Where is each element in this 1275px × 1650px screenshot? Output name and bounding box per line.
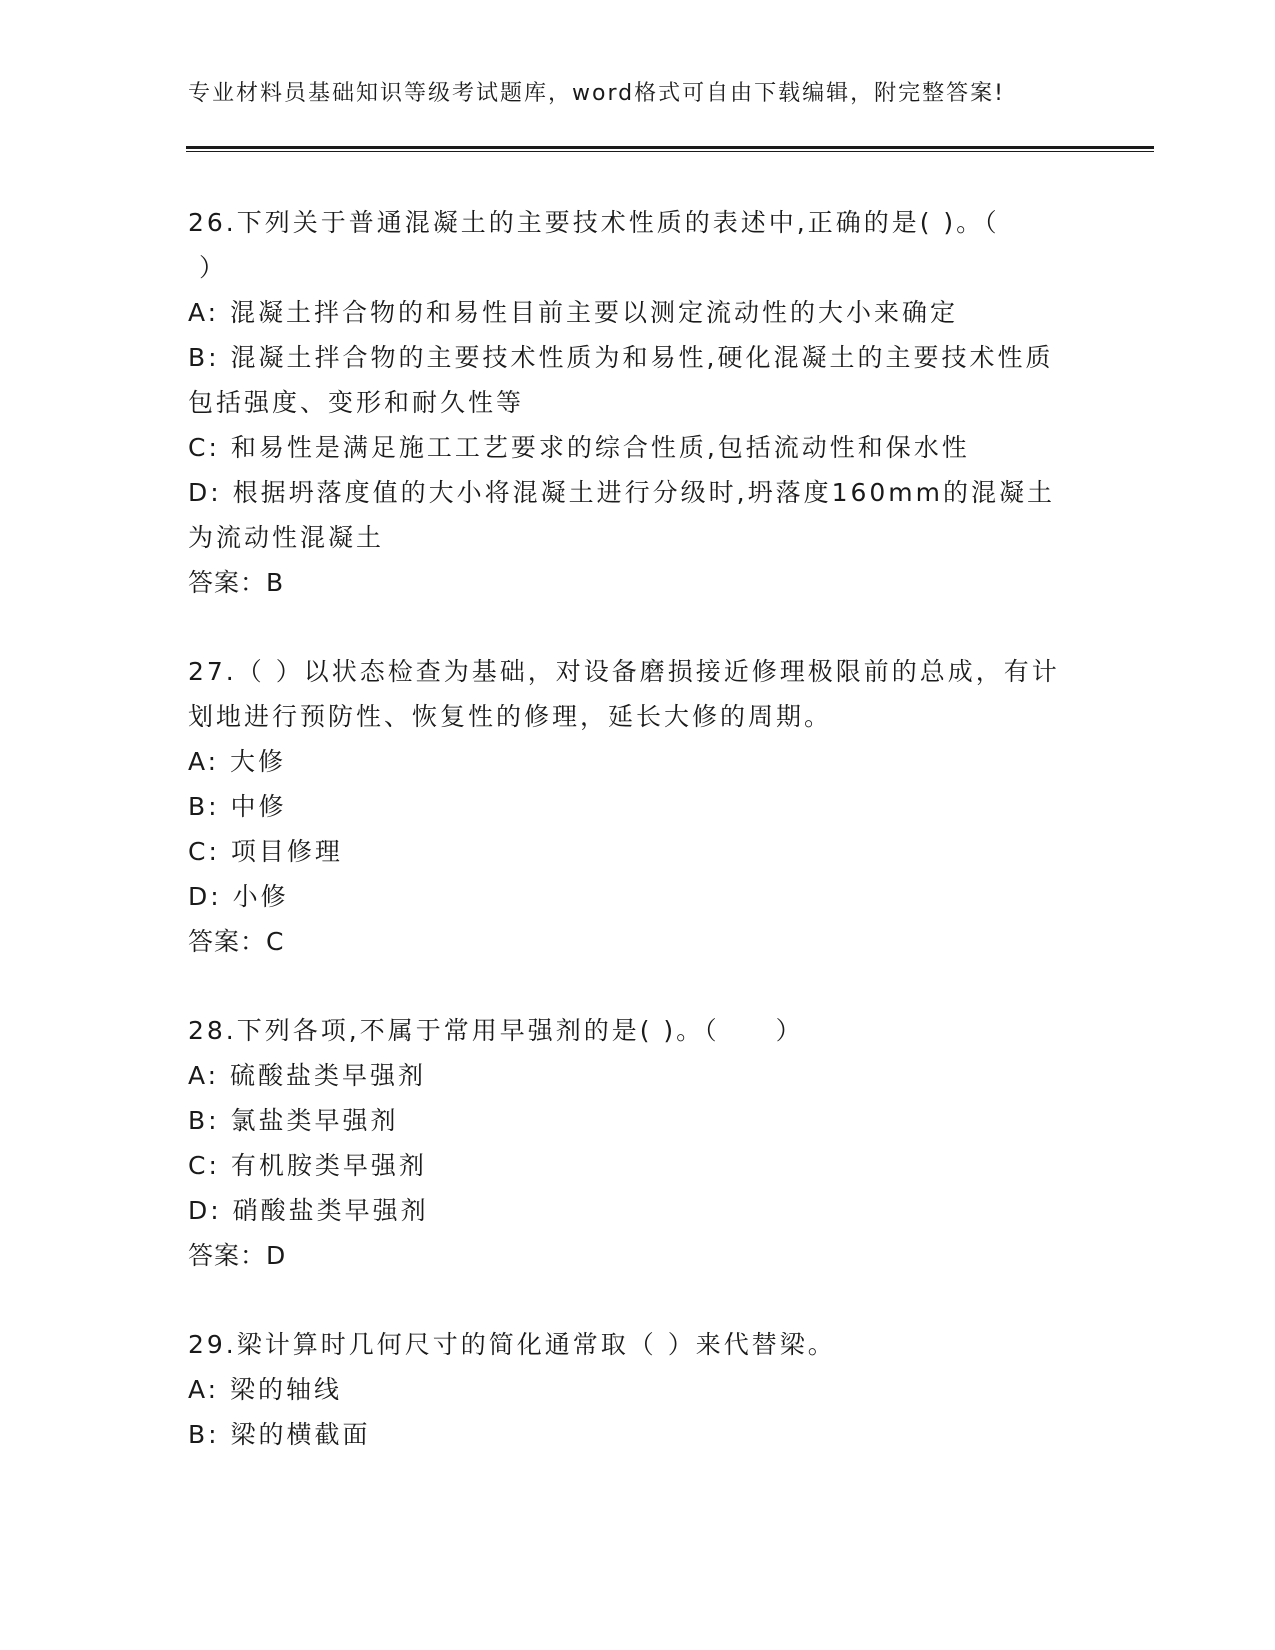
question-28 xyxy=(188,1008,1068,1278)
question-26 xyxy=(188,200,1068,605)
question-stem: 28.下列各项,不属于常用早强剂的是( )。（ ） xyxy=(188,1016,804,1045)
option-b: B: 梁的横截面 xyxy=(188,1420,371,1449)
header-rule-thin xyxy=(186,151,1154,152)
option-d: D: 根据坍落度值的大小将混凝土进行分级时,坍落度160mm的混凝土为流动性混凝土 xyxy=(188,478,1055,552)
header-rule-thick xyxy=(186,146,1154,149)
answer: 答案：C xyxy=(188,927,285,956)
option-b: B: 混凝土拌合物的主要技术性质为和易性,硬化混凝土的主要技术性质包括强度、变形和耐久性等 xyxy=(188,343,1054,417)
option-a: A: 混凝土拌合物的和易性目前主要以测定流动性的大小来确定 xyxy=(188,298,959,327)
option-a: A: 大修 xyxy=(188,747,287,776)
option-a: A: 梁的轴线 xyxy=(188,1375,343,1404)
question-29 xyxy=(188,1322,1068,1457)
option-d: D: 小修 xyxy=(188,882,289,911)
option-c: C: 项目修理 xyxy=(188,837,343,866)
option-c: C: 和易性是满足施工工艺要求的综合性质,包括流动性和保水性 xyxy=(188,433,970,462)
option-b: B: 氯盐类早强剂 xyxy=(188,1106,399,1135)
question-stem: 27.（ ）以状态检查为基础，对设备磨损接近修理极限前的总成，有计划地进行预防性、恢复性的修理，延长大修的周期。 xyxy=(188,657,1060,731)
option-b: B: 中修 xyxy=(188,792,287,821)
question-stem: 29.梁计算时几何尺寸的简化通常取（ ）来代替梁。 xyxy=(188,1330,836,1359)
option-a: A: 硫酸盐类早强剂 xyxy=(188,1061,427,1090)
option-c: C: 有机胺类早强剂 xyxy=(188,1151,427,1180)
option-d: D: 硝酸盐类早强剂 xyxy=(188,1196,429,1225)
page-header: 专业材料员基础知识等级考试题库，word格式可自由下载编辑，附完整答案! xyxy=(188,81,1005,106)
answer: 答案：B xyxy=(188,568,285,597)
question-stem: 26.下列关于普通混凝土的主要技术性质的表述中,正确的是( )。（ ） xyxy=(188,208,1000,282)
answer: 答案：D xyxy=(188,1241,287,1270)
question-27 xyxy=(188,649,1068,964)
question-list xyxy=(188,200,1068,1501)
